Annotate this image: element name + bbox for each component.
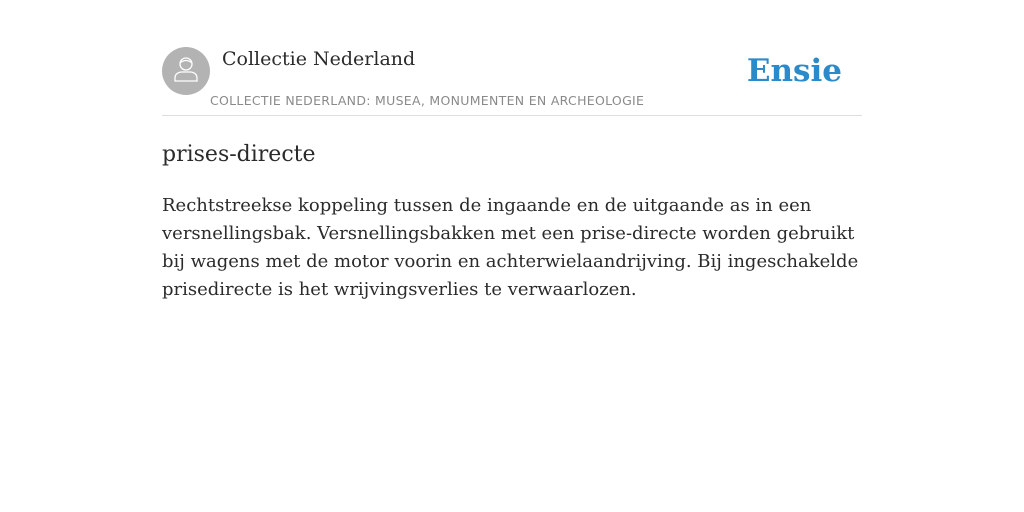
page bbox=[162, 0, 862, 304]
header bbox=[162, 47, 862, 116]
user-avatar-icon bbox=[171, 54, 201, 89]
author-name[interactable]: Collectie Nederland bbox=[222, 48, 416, 70]
entry-body: Rechtstreekse koppeling tussen de ingaande en de uitgaande as in een versnellingsbak. Versnellingsbakken met een prise-directe worden gebruikt bij wagens met de motor voorin en achterwielaandrijving. Bij ingeschakelde prisedirecte is het wrijvingsverlies te verwaarlozen. bbox=[162, 195, 859, 300]
author-subtitle: COLLECTIE NEDERLAND: MUSEA, MONUMENTEN EN ARCHEOLOGIE bbox=[210, 93, 645, 108]
entry-title: prises-directe bbox=[162, 142, 316, 167]
avatar[interactable] bbox=[162, 47, 210, 95]
ensie-logo[interactable]: Ensie bbox=[746, 53, 842, 89]
